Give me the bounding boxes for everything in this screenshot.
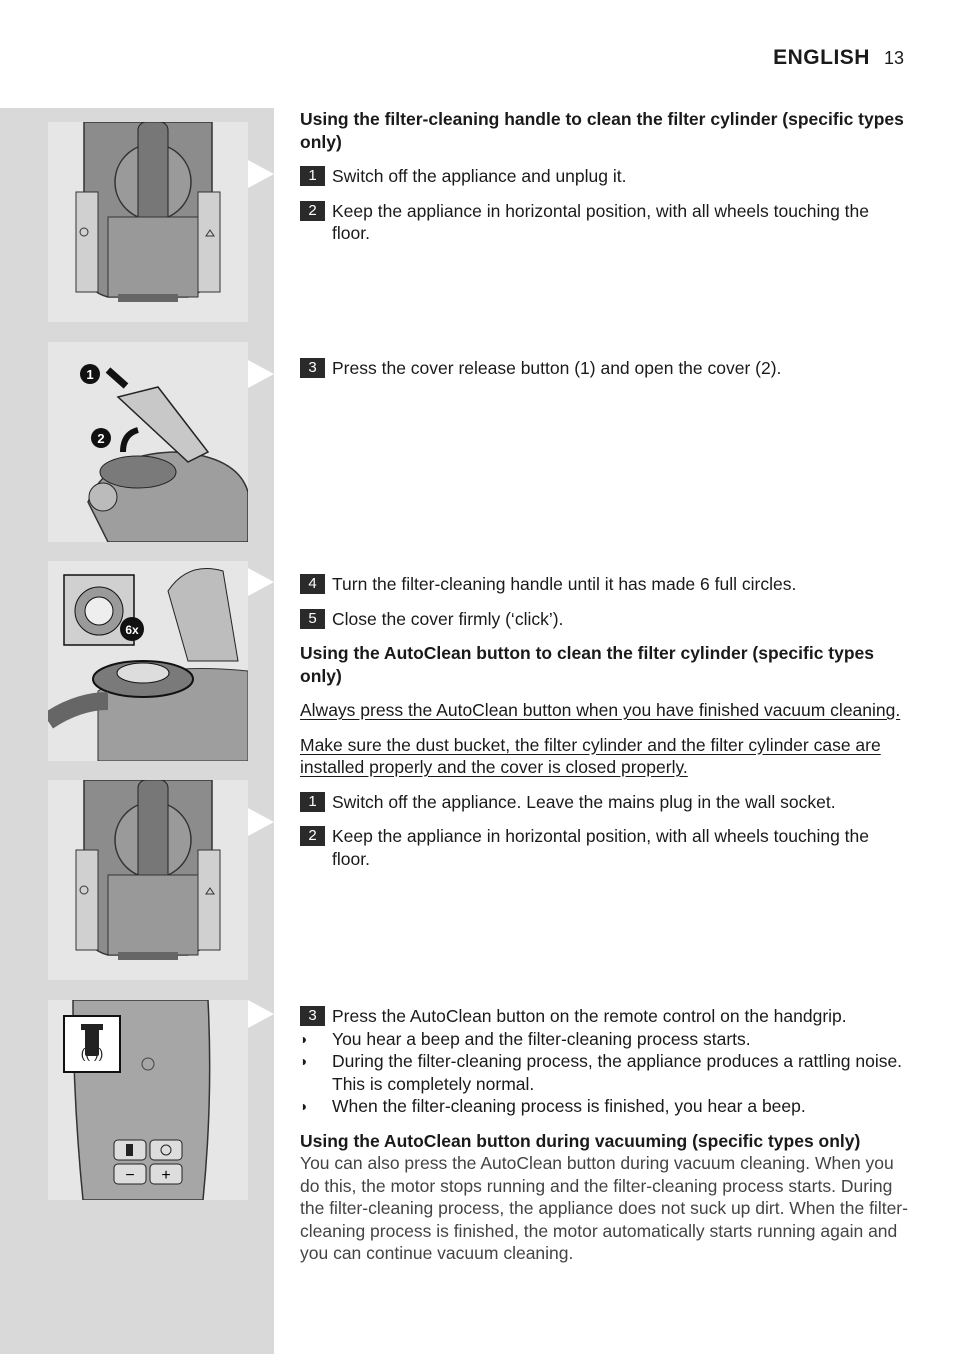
- svg-text:+: +: [161, 1167, 171, 1184]
- bullet-text: You hear a beep and the filter-cleaning process starts.: [332, 1028, 751, 1049]
- page-number: 13: [883, 48, 904, 68]
- figure-pointer: [248, 160, 274, 188]
- figure-pointer: [248, 360, 274, 388]
- language-label: ENGLISH: [773, 46, 870, 69]
- bullet-item: [300, 1095, 910, 1118]
- figure-vacuum-top-view-2: [48, 780, 248, 980]
- bullet-text: During the filter-cleaning process, the appliance produces a rattling noise. This is completely normal.: [332, 1051, 903, 1094]
- section1-block-a: [300, 108, 910, 245]
- step-text: Press the AutoClean button on the remote control on the handgrip.: [332, 1006, 847, 1026]
- figure-pointer: [248, 808, 274, 836]
- vacuum-top-view-icon: [48, 122, 248, 322]
- svg-text:−: −: [125, 1167, 135, 1184]
- figure-vacuum-top-view: [48, 122, 248, 322]
- bullet-icon: ◗: [300, 1098, 309, 1114]
- step-number: 1: [300, 166, 325, 186]
- step-item: [300, 357, 910, 380]
- figure-cover-release: [48, 342, 248, 542]
- bullet-icon: ◗: [300, 1053, 309, 1069]
- step-item: [300, 165, 910, 188]
- callout-6x: 6x: [125, 623, 139, 637]
- section1-block-c: [300, 573, 910, 870]
- step-text: Keep the appliance in horizontal position, with all wheels touching the floor.: [332, 826, 870, 869]
- figure-remote-control: [48, 1000, 248, 1200]
- bullet-item: [300, 1050, 910, 1095]
- step-item: [300, 573, 910, 596]
- filter-handle-turn-icon: [48, 561, 248, 761]
- callout-2: 2: [97, 431, 105, 446]
- step-text: Close the cover firmly (‘click’).: [332, 608, 564, 629]
- step-item: [300, 825, 910, 870]
- bullet-text: When the filter-cleaning process is finished, you hear a beep.: [332, 1096, 806, 1116]
- step-number: 2: [300, 201, 325, 221]
- section2-heading: Using the AutoClean button to clean the filter cylinder (specific types only): [300, 643, 875, 686]
- section2-block-d: [300, 1005, 910, 1265]
- step-number: 3: [300, 1006, 325, 1026]
- step-text: Press the cover release button (1) and open the cover (2).: [332, 358, 782, 378]
- bullet-icon: ◗: [300, 1030, 309, 1047]
- step-number: 3: [300, 358, 325, 378]
- section3-body: You can also press the AutoClean button during vacuum cleaning. When you do this, the motor stops running and the filter-cleaning process starts. During the filter-cleaning process, the appliance does not suck up dirt. When the filter-cleaning process is finished, the motor automatically starts running again and you can continue vacuum cleaning.: [300, 1153, 908, 1263]
- step-item: [300, 1005, 910, 1028]
- step-number: 5: [300, 609, 325, 629]
- cover-release-open-icon: [48, 342, 248, 542]
- note-make-sure: Make sure the dust bucket, the filter cylinder and the filter cylinder case are installed properly and the cover is closed properly.: [300, 734, 881, 777]
- step-item: [300, 200, 910, 245]
- bullet-item: [300, 1028, 910, 1051]
- section1-heading: Using the filter-cleaning handle to clean the filter cylinder (specific types only): [300, 109, 904, 152]
- page-header: [773, 46, 904, 70]
- step-item: [300, 791, 910, 814]
- step-number: 4: [300, 574, 325, 594]
- step-number: 2: [300, 826, 325, 846]
- figure-pointer: [248, 1000, 274, 1028]
- step-text: Switch off the appliance. Leave the mains plug in the wall socket.: [332, 791, 836, 812]
- vacuum-top-view-icon: [48, 780, 248, 980]
- callout-1: 1: [86, 367, 94, 382]
- remote-control-handgrip-icon: [48, 1000, 248, 1200]
- section3-heading: Using the AutoClean button during vacuuming (specific types only): [300, 1130, 861, 1151]
- note-always-press: Always press the AutoClean button when you have finished vacuum cleaning.: [300, 700, 901, 720]
- step-item: [300, 608, 910, 631]
- step-text: Keep the appliance in horizontal position, with all wheels touching the floor.: [332, 200, 870, 243]
- step-text: Turn the filter-cleaning handle until it has made 6 full circles.: [332, 574, 797, 594]
- svg-text:(( )): (( )): [80, 1045, 104, 1061]
- step-text: Switch off the appliance and unplug it.: [332, 166, 627, 186]
- section1-block-b: [300, 357, 910, 380]
- figure-filter-handle: [48, 561, 248, 761]
- step-number: 1: [300, 792, 325, 812]
- figure-pointer: [248, 568, 274, 596]
